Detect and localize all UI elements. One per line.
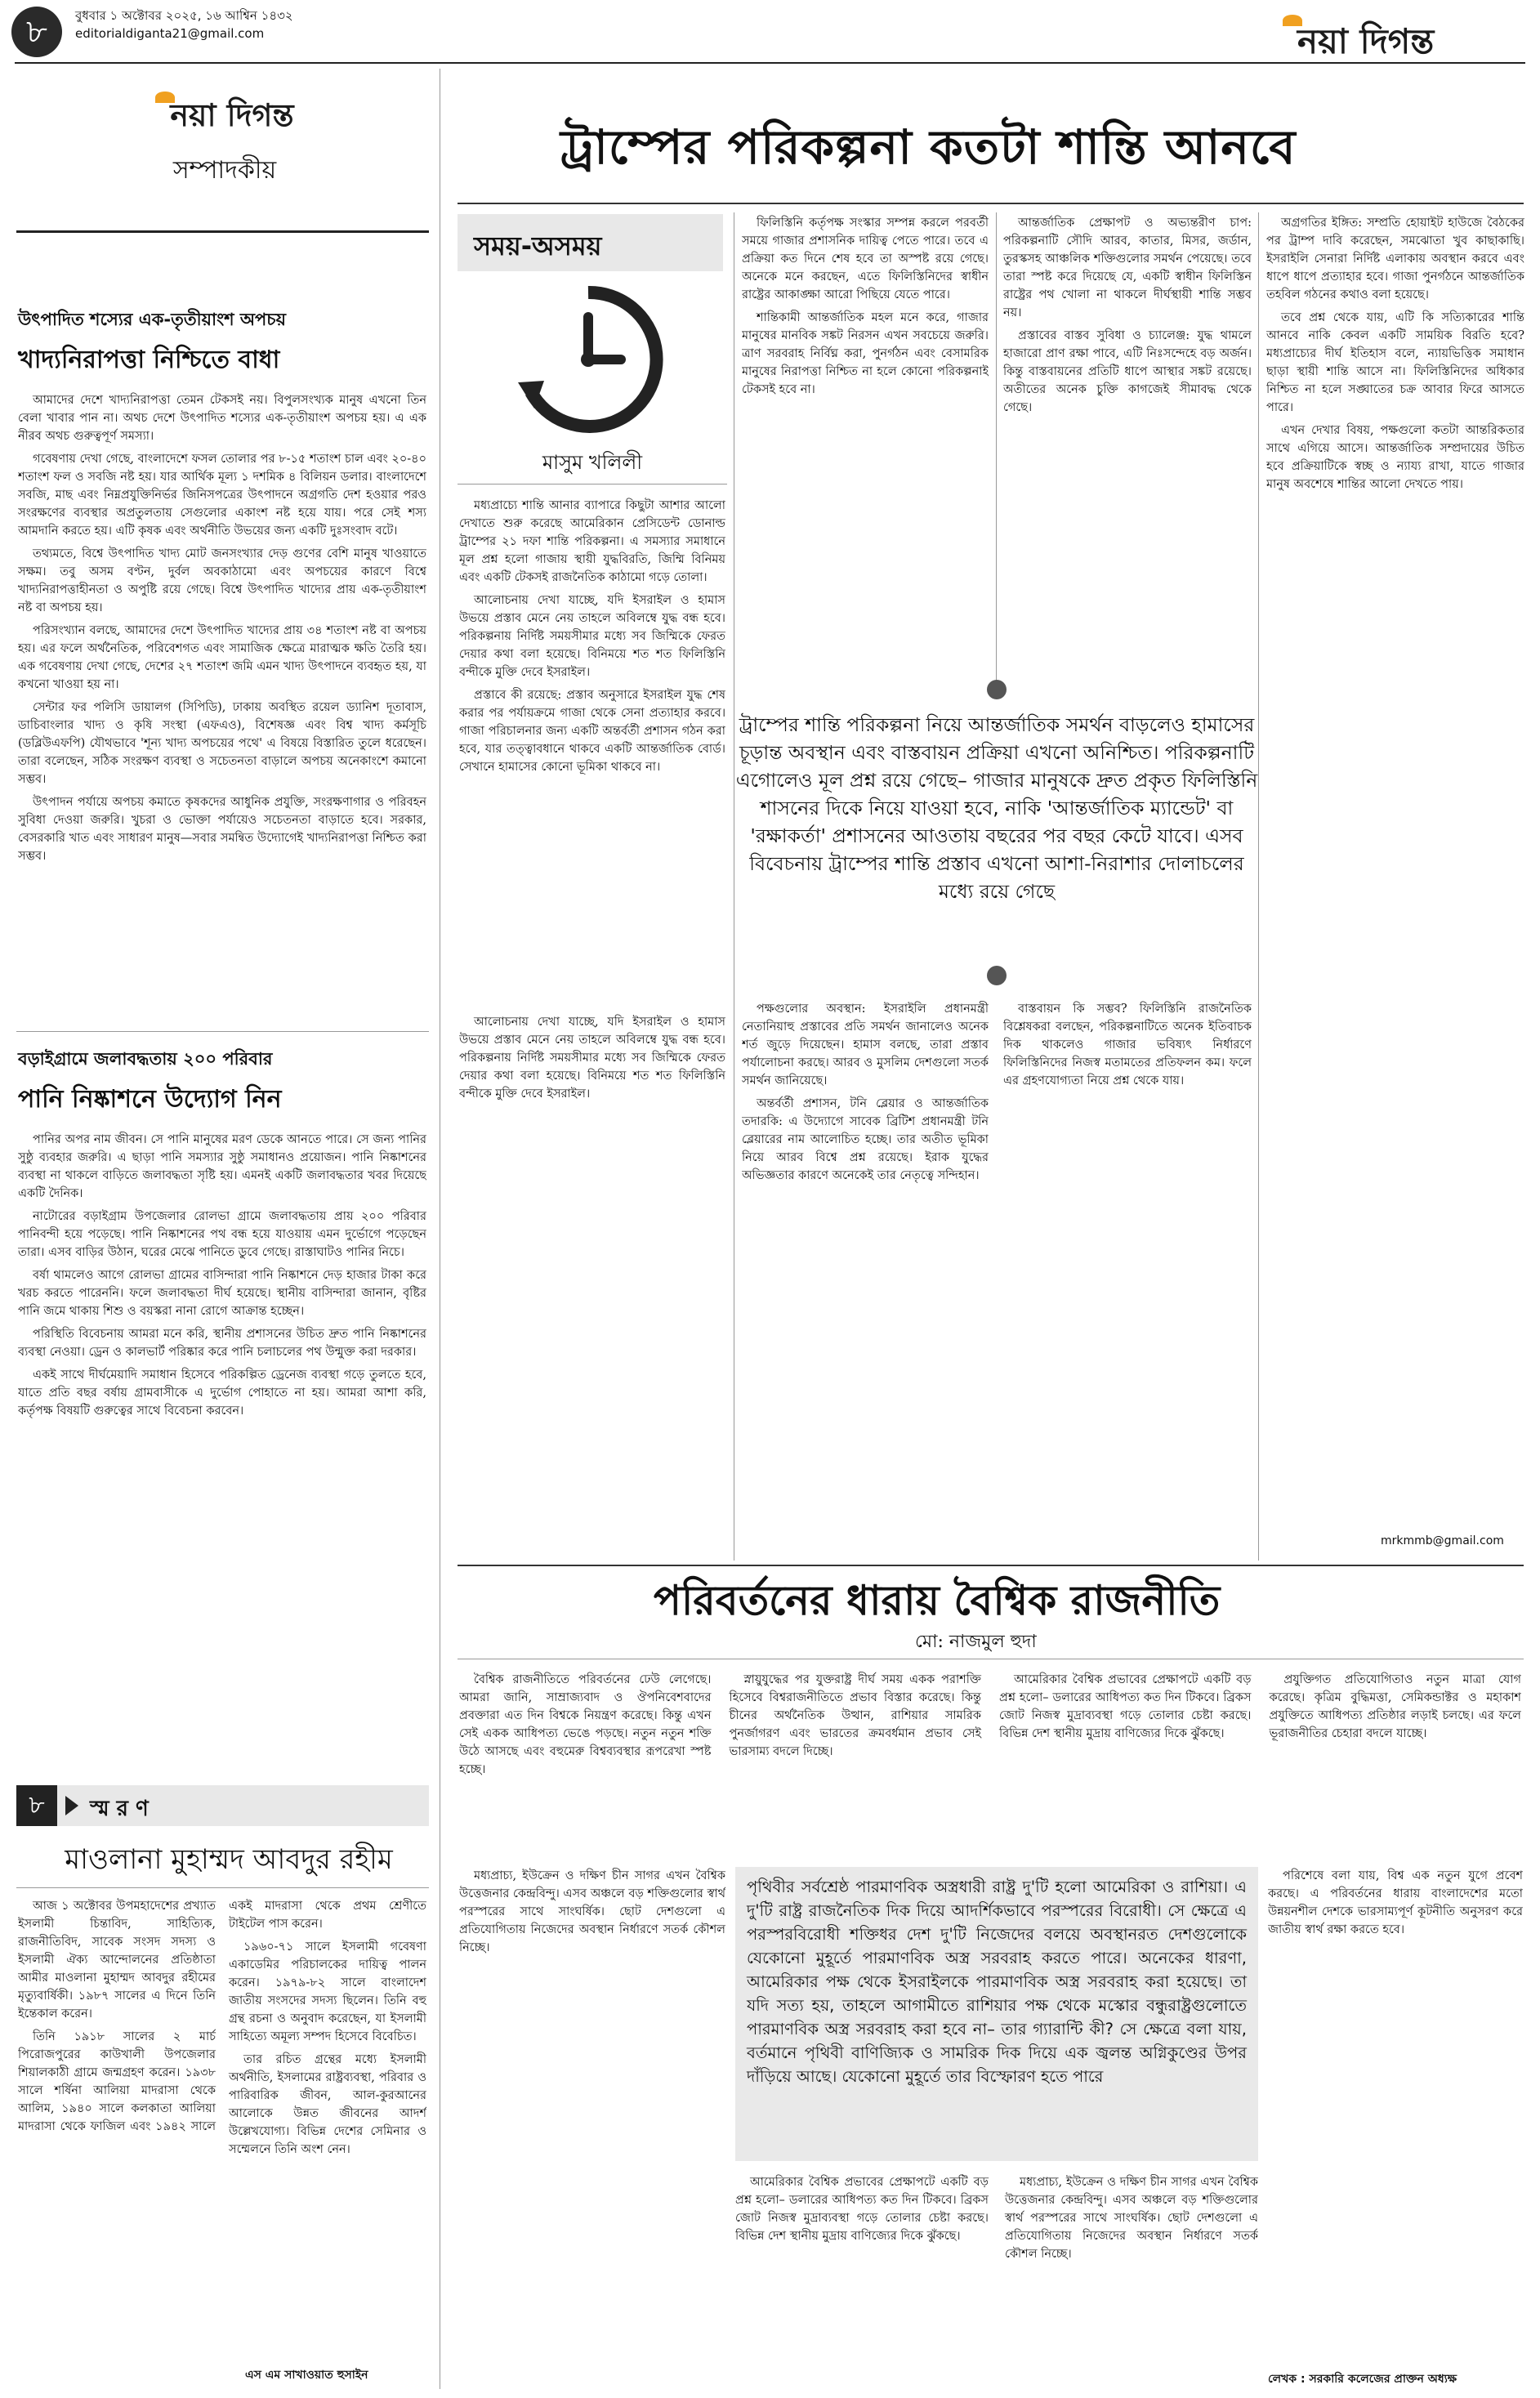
- main-paragraph: এখন দেখার বিষয়, পক্ষগুলো কতটা আন্তরিকতার সাথে এগিয়ে আসে। আন্তর্জাতিক সম্প্রদায়ের উচিত হবে প্রক্রিয়াটিকে স্বচ্ছ ও ন্যায্য রাখা, যাতে গাজার মানুষ অবশেষে শান্তির আলো দেখতে পায়।: [1266, 424, 1524, 491]
- issue-date: বুধবার ১ অক্টোবর ২০২৫, ১৬ আশ্বিন ১৪৩২: [75, 8, 293, 23]
- editorial-email[interactable]: editorialdiganta21@gmail.com: [75, 26, 265, 41]
- main-body-col2b: [742, 1000, 989, 1556]
- article2-body-top: [459, 1671, 1521, 1859]
- main-paragraph: আন্তর্জাতিক প্রেক্ষাপট ও অভ্যন্তরীণ চাপ: পরিকল্পনাটি সৌদি আরব, কাতার, মিসর, জর্ডান, তুরস্কসহ আঞ্চলিক শক্তিগুলোর সমর্থন পেয়েছে। তবে তারা স্পষ্ট করে দিয়েছে যে, একটি স্বাধীন ফিলিস্তিন রাষ্ট্রের পথ খোলা না থাকলে দীর্ঘস্থায়ী শান্তি সম্ভব নয়।: [1003, 217, 1252, 319]
- article2-paragraph: মধ্যপ্রাচ্য, ইউক্রেন ও দক্ষিণ চীন সাগর এখন বৈশ্বিক উত্তেজনার কেন্দ্রবিন্দু। এসব অঞ্চলে বড় শক্তিগুলোর স্বার্থ পরস্পরের সাথে সাংঘর্ষিক। ছোট দেশগুলো এ প্রতিযোগিতায় নিজেদের অবস্থান নির্ধারণে সতর্ক কৌশল নিচ্ছে।: [1005, 2176, 1258, 2261]
- editorial-paragraph: নাটোরের বড়াইগ্রাম উপজেলার রোলভা গ্রামে জলাবদ্ধতায় প্রায় ২০০ পরিবার পানিবন্দী হয়ে পড়েছে। পানি নিষ্কাশনের পথ বন্ধ হয়ে যাওয়ায় এমন দুর্ভোগে পড়েছেন তারা। এসব বাড়ির উঠান, ঘরের মেঝে পানিতে ডুবে গেছে। রাস্তাঘাটও পানির নিচে।: [18, 1210, 426, 1259]
- editorial-piece-2: [18, 1046, 426, 1833]
- main-paragraph: প্রস্তাবে কী রয়েছে: প্রস্তাব অনুসারে ইসরাইল যুদ্ধ শেষ করার পর পর্যায়ক্রমে গাজা থেকে সেনা প্রত্যাহার করবে। গাজা পরিচালনার জন্য একটি অন্তর্বর্তী প্রশাসন গঠন করা হবে, যার তত্ত্বাবধানে থাকবে একটি আন্তর্জাতিক বোর্ড। সেখানে হামাসের কোনো ভূমিকা থাকবে না।: [459, 689, 725, 774]
- editorial-logo: [123, 92, 327, 144]
- editorial-title: খাদ্যনিরাপত্তা নিশ্চিতে বাধা: [18, 346, 280, 374]
- main-paragraph: ফিলিস্তিনি কর্তৃপক্ষ সংস্কার সম্পন্ন করলে পরবর্তী সময়ে গাজার প্রশাসনিক দায়িত্ব পেতে পারে। তবে এ প্রক্রিয়া কত দিনে শেষ হবে তা অস্পষ্ট রয়ে গেছে। অনেকে মনে করছেন, এতে ফিলিস্তিনিদের স্বাধীন রাষ্ট্রের আকাঙ্ক্ষা আরো পিছিয়ে যেতে পারে।: [742, 217, 989, 301]
- editorial-body: [18, 391, 426, 1061]
- smaran-paragraph: তার রচিত গ্রন্থের মধ্যে ইসলামী অর্থনীতি, ইসলামের রাষ্ট্রব্যবস্থা, পরিবার ও পারিবারিক জীবন, আল-কুরআনের আলোকে উন্নত জীবনের আদর্শ উল্লেখযোগ্য। বিভিন্ন দেশের সেমিনার ও সম্মেলনে তিনি অংশ নেন।: [229, 2053, 426, 2156]
- main-paragraph: আলোচনায় দেখা যাচ্ছে, যদি ইসরাইল ও হামাস উভয়ে প্রস্তাব মেনে নেয় তাহলে অবিলম্বে যুদ্ধ বন্ধ হবে। পরিকল্পনায় নির্দিষ্ট সময়সীমার মধ্যে সব জিম্মিকে ফেরত দেয়ার কথা বলা হয়েছে। বিনিময়ে শত শত ফিলিস্তিনি বন্দীকে মুক্তি দেবে ইসরাইল।: [459, 594, 725, 679]
- main-paragraph: তবে প্রশ্ন থেকে যায়, এটি কি সত্যিকারের শান্তি আনবে নাকি কেবল একটি সাময়িক বিরতি হবে? মধ্যপ্রাচ্যের দীর্ঘ ইতিহাস বলে, ন্যায়ভিত্তিক সমাধান ছাড়া স্থায়ী শান্তি আসে না। ফিলিস্তিনিদের অধিকার নিশ্চিত না হলে সঙ্ঘাতের চক্র আবার ফিরে আসতে পারে।: [1266, 311, 1524, 414]
- editorial-paragraph: উৎপাদন পর্যায়ে অপচয় কমাতে কৃষকদের আধুনিক প্রযুক্তি, সংরক্ষণাগার ও পরিবহন সুবিধা দেওয়া জরুরি। খুচরা ও ভোক্তা পর্যায়েও সচেতনতা বাড়াতে হবে। সরকার, বেসরকারি খাত এবং সাধারণ মানুষ—সবার সমন্বিত উদ্যোগেই খাদ্যনিরাপত্তা নিশ্চিত করা সম্ভব।: [18, 796, 426, 863]
- article2-paragraph: পরিশেষে বলা যায়, বিশ্ব এক নতুন যুগে প্রবেশ করছে। এ পরিবর্তনের ধারায় বাংলাদেশের মতো উন্নয়নশীল দেশকে ভারসাম্যপূর্ণ কূটনীতি অনুসরণ করে জাতীয় স্বার্থ রক্ষা করতে হবে।: [1268, 1869, 1523, 1936]
- smaran-byline: এস এম সাখাওয়াত হুসাইন: [245, 2369, 368, 2382]
- editorial-paragraph: বর্ষা থামলেও আগে রোলভা গ্রামের বাসিন্দারা পানি নিষ্কাশনে দেড় হাজার টাকা করে খরচ করতে পারেননি। ফলে জলাবদ্ধতা দীর্ঘ হয়েছে। স্থানীয় বাসিন্দারা জানান, বৃষ্টির পানি জমে থাকায় শিশু ও বয়স্করা নানা রোগে আক্রান্ত হচ্ছেন।: [18, 1269, 426, 1318]
- editorial-kicker: বড়াইগ্রামে জলাবদ্ধতায় ২০০ পরিবার: [18, 1049, 273, 1069]
- main-pullquote: ট্রাম্পের শান্তি পরিকল্পনা নিয়ে আন্তর্জাতিক সমর্থন বাড়লেও হামাসের চূড়ান্ত অবস্থান এবং বাস্তবায়ন প্রক্রিয়া এখনো অনিশ্চিত। পরিকল্পনাটি এগোলেও মূল প্রশ্ন রয়ে গেছে– গাজার মানুষকে দ্রুত প্রকৃত ফিলিস্তিনি শাসনের দিকে নিয়ে যাওয়া হবে, নাকি 'আন্তর্জাতিক ম্যান্ডেট' বা 'রক্ষাকর্তা' প্রশাসনের আওতায় বছরের পর বছর কেটে যাবে। এসব বিবেচনায় ট্রাম্পের শান্তি প্রস্তাব এখনো আশা-নিরাশার দোলাচলের মধ্যে রয়ে গেছে: [735, 713, 1258, 903]
- editorial-header: [123, 92, 327, 192]
- editorial-title: পানি নিষ্কাশনে উদ্যোগ নিন: [18, 1085, 282, 1114]
- editorial-paragraph: পানির অপর নাম জীবন। সে পানি মানুষের মরণ ডেকে আনতে পারে। সে জন্য পানির সুষ্ঠু ব্যবহার জরুরি। এ ছাড়া পানি সমস্যার সুষ্ঠু সমাধানও প্রয়োজন। পানি নিষ্কাশনের ব্যবস্থা না থাকলে বাড়িতে জলাবদ্ধতা সৃষ্টি হয়। এমনই একটি জলাবদ্ধতার খবর দিয়েছে একটি দৈনিক।: [18, 1133, 426, 1200]
- smaran-paragraph: ১৯৬০-৭১ সালে ইসলামী গবেষণা একাডেমির পরিচালকের দায়িত্ব পালন করেন। ১৯৭৯-৮২ সালে বাংলাদেশ জাতীয় সংসদের সদস্য ছিলেন। তিনি বহু গ্রন্থ রচনা ও অনুবাদ করেছেন, যা ইসলামী সাহিত্যে অমূল্য সম্পদ হিসেবে বিবেচিত।: [229, 1940, 426, 2043]
- editorial-paragraph: সেন্টার ফর পলিসি ডায়ালগ (সিপিডি), ঢাকায় অবস্থিত রয়েল ড্যানিশ দূতাবাস, ডাচিবাংলার খাদ্য ও কৃষি সংস্থা (এফএও), বিশেষজ্ঞ এবং বিশ্ব খাদ্য কর্মসূচি (ডব্লিউএফপি) যৌথভাবে 'শূন্য খাদ্য অপচয়ের পথে' এ বিষয়ে বিস্তারিত তুলে ধরেছেন। তারা বলেছেন, সঠিক সংরক্ষণ ব্যবস্থা ও সচেতনতা বাড়ালে অপচয় অনেকাংশে কমানো সম্ভব।: [18, 701, 426, 786]
- editorial-rule: [16, 230, 429, 233]
- smaran-paragraph: আজ ১ অক্টোবর উপমহাদেশের প্রখ্যাত ইসলামী চিন্তাবিদ, সাহিত্যিক, রাজনীতিবিদ, সাবেক সংসদ সদস্য ও ইসলামী ঐক্য আন্দোলনের প্রতিষ্ঠাতা আমীর মাওলানা মুহাম্মদ আবদুর রহীমের মৃত্যুবার্ষিকী। ১৯৮৭ সালের এ দিনে তিনি ইন্তেকাল করেন।: [18, 1900, 216, 2021]
- main-body-col2: [742, 214, 989, 688]
- article2-paragraph: প্রযুক্তিগত প্রতিযোগিতাও নতুন মাত্রা যোগ করেছে। কৃত্রিম বুদ্ধিমত্তা, সেমিকন্ডাক্টর ও মহাকাশ প্রযুক্তিতে আধিপত্য প্রতিষ্ঠার লড়াই চলছে। এর ফলে ভূরাজনীতির চেহারা বদলে যাচ্ছে।: [1269, 1673, 1521, 1740]
- article2-body-left: [459, 1867, 725, 2357]
- smaran-paragraph: তিনি ১৯১৮ সালের ২ মার্চ পিরোজপুরের কাউখালী উপজেলার শিয়ালকাঠী গ্রামে জন্মগ্রহণ করেন। ১৯৩৮ সালে শর্ষিনা আলিয়া মাদরাসা থেকে আলিম, ১৯৪০ সালে কলকাতা আলিয়া মাদরাসা থেকে ফাজিল এবং ১৯৪২ সালে একই মাদরাসা থেকে প্রথম শ্রেণীতে টাইটেল পাস করেন।: [18, 1900, 426, 2133]
- main-paragraph: শান্তিকামী আন্তর্জাতিক মহল মনে করে, গাজার মানুষের মানবিক সঙ্কট নিরসন এখন সবচেয়ে জরুরি। ত্রাণ সরবরাহ নির্বিঘ্ন করা, পুনর্গঠন এবং বেসামরিক মানুষের নিরাপত্তা নিশ্চিত না হলে কোনো পরিকল্পনাই টেকসই হবে না।: [742, 311, 989, 396]
- column-divider: [1258, 212, 1259, 1561]
- editorial-kicker: উৎপাদিত শস্যের এক-তৃতীয়াংশ অপচয়: [18, 310, 287, 329]
- section-rule: [458, 1565, 1524, 1566]
- bullet-icon: [987, 680, 1007, 699]
- masthead-logo-text: নয়া দিগন্ত: [1297, 21, 1435, 61]
- article2-body-right: [1268, 1867, 1523, 2357]
- header-rule: [15, 62, 1525, 64]
- article2-pullquote-box: [735, 1867, 1258, 2161]
- article2-writer-note: লেখক : সরকারি কলেজের প্রাক্তন অধ্যক্ষ: [1268, 2373, 1457, 2386]
- main-body-col3: [1003, 214, 1252, 688]
- main-author: মাসুম খলিলী: [542, 451, 643, 474]
- play-arrow-icon: [65, 1796, 78, 1815]
- main-paragraph: বাস্তবায়ন কি সম্ভব? ফিলিস্তিনি রাজনৈতিক বিশ্লেষকরা বলছেন, পরিকল্পনাটিতে অনেক ইতিবাচক দিক থাকলেও গাজার ভবিষ্যৎ নির্ধারণে ফিলিস্তিনিদের নিজস্ব মতামতের প্রতিফলন কম। ফলে এর গ্রহণযোগ্যতা নিয়ে প্রশ্ন থেকে যায়।: [1003, 1003, 1252, 1087]
- editorial-logo-text: নয়া দিগন্ত: [170, 97, 294, 133]
- column-title-box: [458, 214, 723, 271]
- editorial-paragraph: পরিস্থিতি বিবেচনায় আমরা মনে করি, স্থানীয় প্রশাসনের উচিত দ্রুত পানি নিষ্কাশনের ব্যবস্থা নেওয়া। ড্রেন ও কালভার্ট পরিষ্কার করে পানি চলাচলের পথ উন্মুক্ত করা দরকার।: [18, 1328, 426, 1359]
- editorial-paragraph: পরিসংখ্যান বলছে, আমাদের দেশে উৎপাদিত খাদ্যের প্রায় ৩৪ শতাংশ নষ্ট বা অপচয় হয়। এর ফলে অর্থনৈতিক, পরিবেশগত এবং সামাজিক ক্ষেত্রে মারাত্মক ক্ষতি তৈরি হয়। এক গবেষণায় দেখা গেছে, দেশের ২৭ শতাংশ জমি এমন খাদ্য উৎপাদনে ব্যবহৃত হয়, যা কখনো খাওয়া হয় না।: [18, 624, 426, 691]
- smaran-title: মাওলানা মুহাম্মদ আবদুর রহীম: [65, 1843, 393, 1876]
- editorial-paragraph: একই সাথে দীর্ঘমেয়াদি সমাধান হিসেবে পরিকল্পিত ড্রেনেজ ব্যবস্থা গড়ে তুলতে হবে, যাতে প্রতি বছর বর্ষায় গ্রামবাসীকে এ দুর্ভোগ পোহাতে না হয়। আমরা আশা করি, কর্তৃপক্ষ বিষয়টি গুরুত্বের সাথে বিবেচনা করবেন।: [18, 1369, 426, 1418]
- article2-author: মো: নাজমুল হুদা: [915, 1632, 1037, 1652]
- main-paragraph: প্রস্তাবের বাস্তব সুবিধা ও চ্যালেঞ্জ: যুদ্ধ থামলে হাজারো প্রাণ রক্ষা পাবে, এটি নিঃসন্দেহে বড় অর্জন। কিন্তু বাস্তবায়নের প্রতিটি ধাপে আস্থার সঙ্কট রয়েছে। অতীতের অনেক চুক্তি কাগজেই সীমাবদ্ধ থেকে গেছে।: [1003, 329, 1252, 414]
- bullet-icon: [987, 966, 1007, 985]
- editorial-paragraph: গবেষণায় দেখা গেছে, বাংলাদেশে ফসল তোলার পর ৮-১৫ শতাংশ চাল এবং ২০-৪০ শতাংশ ফল ও সবজি নষ্ট হয়। যার আর্থিক মূল্য ১ দশমিক ৪ বিলিয়ন ডলার। বাংলাদেশে সবজি, মাছ এবং নিম্নপ্রযুক্তিনির্ভর জিনিসপত্রের উৎপাদনে অগ্রগতি দেশ হওয়ার পরও সংরক্ষণের ব্যবস্থার অপ্রতুলতায় সেগুলোর একাংশ নষ্ট হয়ে যায়। পরে সেই শস্য আমদানি করতে হয়। এটি কৃষক এবং অর্থনীতি উভয়ের জন্য একটি দুঃসংবাদ বটে।: [18, 453, 426, 538]
- article2-paragraph: আমেরিকার বৈশ্বিক প্রভাবের প্রেক্ষাপটে একটি বড় প্রশ্ন হলো– ডলারের আধিপত্য কত দিন টিকবে। ব্রিকস জোট নিজস্ব মুদ্রাব্যবস্থা গড়ে তোলার চেষ্টা করছে। বিভিন্ন দেশ স্থানীয় মুদ্রায় বাণিজ্যের দিকে ঝুঁকছে।: [999, 1673, 1252, 1740]
- main-body-col4: [1266, 214, 1524, 1505]
- main-headline: ট্রাম্পের পরিকল্পনা কতটা শান্তি আনবে: [560, 119, 1297, 175]
- author-rule: [458, 484, 727, 485]
- main-paragraph: পক্ষগুলোর অবস্থান: ইসরাইলি প্রধানমন্ত্রী নেতানিয়াহু প্রস্তাবের প্রতি সমর্থন জানালেও অনেক শর্ত জুড়ে দিয়েছেন। হামাস বলছে, তারা প্রস্তাব পর্যালোচনা করছে। আরব ও মুসলিম দেশগুলো সতর্ক সমর্থন জানিয়েছে।: [742, 1003, 989, 1087]
- editorial-body: [18, 1131, 426, 1833]
- editorial-paragraph: তথ্যমতে, বিশ্বে উৎপাদিত খাদ্য মোট জনসংখ্যার দেড় গুণের বেশি মানুষ খাওয়াতে সক্ষম। তবু অসম বণ্টন, দুর্বল অবকাঠামো এবং অপচয়ের কারণে বিশ্বে খাদ্যনিরাপত্তাহীনতা ও অপুষ্টি রয়ে গেছে। বিশ্বে উৎপাদিত খাদ্যের প্রায় এক-তৃতীয়াংশ নষ্ট বা অপচয় হয়।: [18, 547, 426, 614]
- main-body-col1: [459, 497, 725, 1003]
- headline-rule: [458, 203, 1524, 204]
- page-number: ৮: [11, 7, 62, 57]
- main-paragraph: আলোচনায় দেখা যাচ্ছে, যদি ইসরাইল ও হামাস উভয়ে প্রস্তাব মেনে নেয় তাহলে অবিলম্বে যুদ্ধ বন্ধ হবে। পরিকল্পনায় নির্দিষ্ট সময়সীমার মধ্যে সব জিম্মিকে ফেরত দেয়ার কথা বলা হয়েছে। বিনিময়ে শত শত ফিলিস্তিনি বন্দীকে মুক্তি দেবে ইসরাইল।: [459, 1016, 725, 1101]
- editorial-paragraph: আমাদের দেশে খাদ্যনিরাপত্তা তেমন টেকসই নয়। বিপুলসংখ্যক মানুষ এখনো তিন বেলা খাবার পান না। অথচ দেশে উৎপাদিত শস্যের এক-তৃতীয়াংশ অপচয় হয়। এ এক নীরব অথচ গুরুত্বপূর্ণ সমস্যা।: [18, 394, 426, 443]
- smaran-banner: [16, 1785, 429, 1826]
- smaran-label: স্ম র ণ: [90, 1797, 149, 1821]
- main-paragraph: অগ্রগতির ইঙ্গিত: সম্প্রতি হোয়াইট হাউজে বৈঠকের পর ট্রাম্প দাবি করেছেন, সমঝোতা খুব কাছাকাছি। ইসরাইলি সেনারা নির্দিষ্ট এলাকায় অবস্থান করবে এবং ধাপে ধাপে প্রত্যাহার হবে। গাজা পুনর্গঠনে আন্তর্জাতিক তহবিল গঠনের কথাও বলা হয়েছে।: [1266, 217, 1524, 301]
- article2-paragraph: স্নায়ুযুদ্ধের পর যুক্তরাষ্ট্র দীর্ঘ সময় একক পরাশক্তি হিসেবে বিশ্বরাজনীতিতে প্রভাব বিস্তার করেছে। কিন্তু চীনের অর্থনৈতিক উত্থান, রাশিয়ার সামরিক পুনর্জাগরণ এবং ভারতের ক্রমবর্ধমান প্রভাব সেই ভারসাম্য বদলে দিচ্ছে।: [729, 1673, 981, 1758]
- article2-body-bottom: [735, 2173, 1258, 2378]
- column-title: সময়-অসময়: [474, 230, 602, 261]
- smaran-body: [18, 1897, 426, 2355]
- main-body-col1b: [459, 1013, 725, 1552]
- editorial-divider: [16, 1031, 429, 1032]
- main-paragraph: মধ্যপ্রাচ্যে শান্তি আনার ব্যাপারে কিছুটা আশার আলো দেখাতে শুরু করেছে আমেরিকান প্রেসিডেন্ট ডোনাল্ড ট্রাম্পের ২১ দফা শান্তি পরিকল্পনা। এ সমস্যার সমাধানে মূল প্রশ্ন হলো গাজায় স্থায়ী যুদ্ধবিরতি, জিম্মি বিনিময় এবং একটি টেকসই রাজনৈতিক কাঠামো গড়ে তোলা।: [459, 499, 725, 584]
- clock-icon: [507, 278, 670, 441]
- main-body-col3b: [1003, 1000, 1252, 1556]
- main-paragraph: অন্তর্বর্তী প্রশাসন, টনি ব্লেয়ার ও আন্তর্জাতিক তদারকি: এ উদ্যোগে সাবেক ব্রিটিশ প্রধানমন্ত্রী টনি ব্লেয়ারের নাম আলোচিত হচ্ছে। তার অতীত ভূমিকা নিয়ে আরব বিশ্বে প্রশ্ন রয়েছে। ইরাক যুদ্ধের অভিজ্ঞতার কারণে অনেকেই তার নেতৃত্বে সন্দিহান।: [742, 1097, 989, 1182]
- column-divider: [996, 212, 997, 694]
- smaran-rule: [16, 1887, 429, 1888]
- masthead-logo: [1283, 15, 1434, 73]
- editorial-section-label: সম্পাদকীয়: [172, 156, 277, 185]
- main-author-email[interactable]: mrkmmb@gmail.com: [1381, 1534, 1504, 1547]
- article2-paragraph: আমেরিকার বৈশ্বিক প্রভাবের প্রেক্ষাপটে একটি বড় প্রশ্ন হলো– ডলারের আধিপত্য কত দিন টিকবে। ব্রিকস জোট নিজস্ব মুদ্রাব্যবস্থা গড়ে তোলার চেষ্টা করছে। বিভিন্ন দেশ স্থানীয় মুদ্রায় বাণিজ্যের দিকে ঝুঁকছে।: [735, 2176, 989, 2243]
- article2-headline: পরিবর্তনের ধারায় বৈশ্বিক রাজনীতি: [654, 1577, 1221, 1624]
- article2-paragraph: বৈশ্বিক রাজনীতিতে পরিবর্তনের ঢেউ লেগেছে। আমরা জানি, সাম্রাজ্যবাদ ও ঔপনিবেশবাদের প্রবক্তারা এত দিন বিশ্বকে নিয়ন্ত্রণ করেছে। কিন্তু এখন সেই একক আধিপত্য ভেঙে পড়ছে। নতুন নতুন শক্তি উঠে আসছে এবং বহুমেরু বিশ্বব্যবস্থার রূপরেখা স্পষ্ট হচ্ছে।: [459, 1673, 712, 1776]
- article2-paragraph: মধ্যপ্রাচ্য, ইউক্রেন ও দক্ষিণ চীন সাগর এখন বৈশ্বিক উত্তেজনার কেন্দ্রবিন্দু। এসব অঞ্চলে বড় শক্তিগুলোর স্বার্থ পরস্পরের সাথে সাংঘর্ষিক। ছোট দেশগুলো এ প্রতিযোগিতায় নিজেদের অবস্থান নির্ধারণে সতর্ক কৌশল নিচ্ছে।: [459, 1869, 725, 1954]
- article2-pullquote: পৃথিবীর সর্বশ্রেষ্ঠ পারমাণবিক অস্ত্রধারী রাষ্ট্র দু'টি হলো আমেরিকা ও রাশিয়া। এ দু'টি রাষ্ট্র রাজনৈতিক দিক দিয়ে আদর্শিকভাবে পরস্পরের বিরোধী। সে ক্ষেত্রে এ পরস্পরবিরোধী শক্তিধর দেশ দু'টি নিজেদের বলয়ে অবস্থানরত দেশগুলোকে যেকোনো মুহূর্তে পারমাণবিক অস্ত্র সরবরাহ করতে পারে। অনেকের ধারণা, আমেরিকার পক্ষ থেকে ইসরাইলকে পারমাণবিক অস্ত্র সরবরাহ করা হয়েছে। তা যদি সত্য হয়, তাহলে আগামীতে রাশিয়ার পক্ষ থেকে মস্কোর বন্ধুরাষ্ট্রগুলোতে পারমাণবিক অস্ত্র সরবরাহ করা হবে না– তার গ্যারান্টি কী? সে ক্ষেত্রে বলা যায়, বর্তমানে পৃথিবী বাণিজ্যিক ও সামরিক দিক দিয়ে এক জ্বলন্ত অগ্নিকুণ্ডের উপর দাঁড়িয়ে আছে। যেকোনো মুহূর্তে তার বিস্ফোরণ হতে পারে: [747, 1878, 1247, 2086]
- editorial-piece-1: [18, 306, 426, 1061]
- smaran-number: ৮: [16, 1785, 57, 1826]
